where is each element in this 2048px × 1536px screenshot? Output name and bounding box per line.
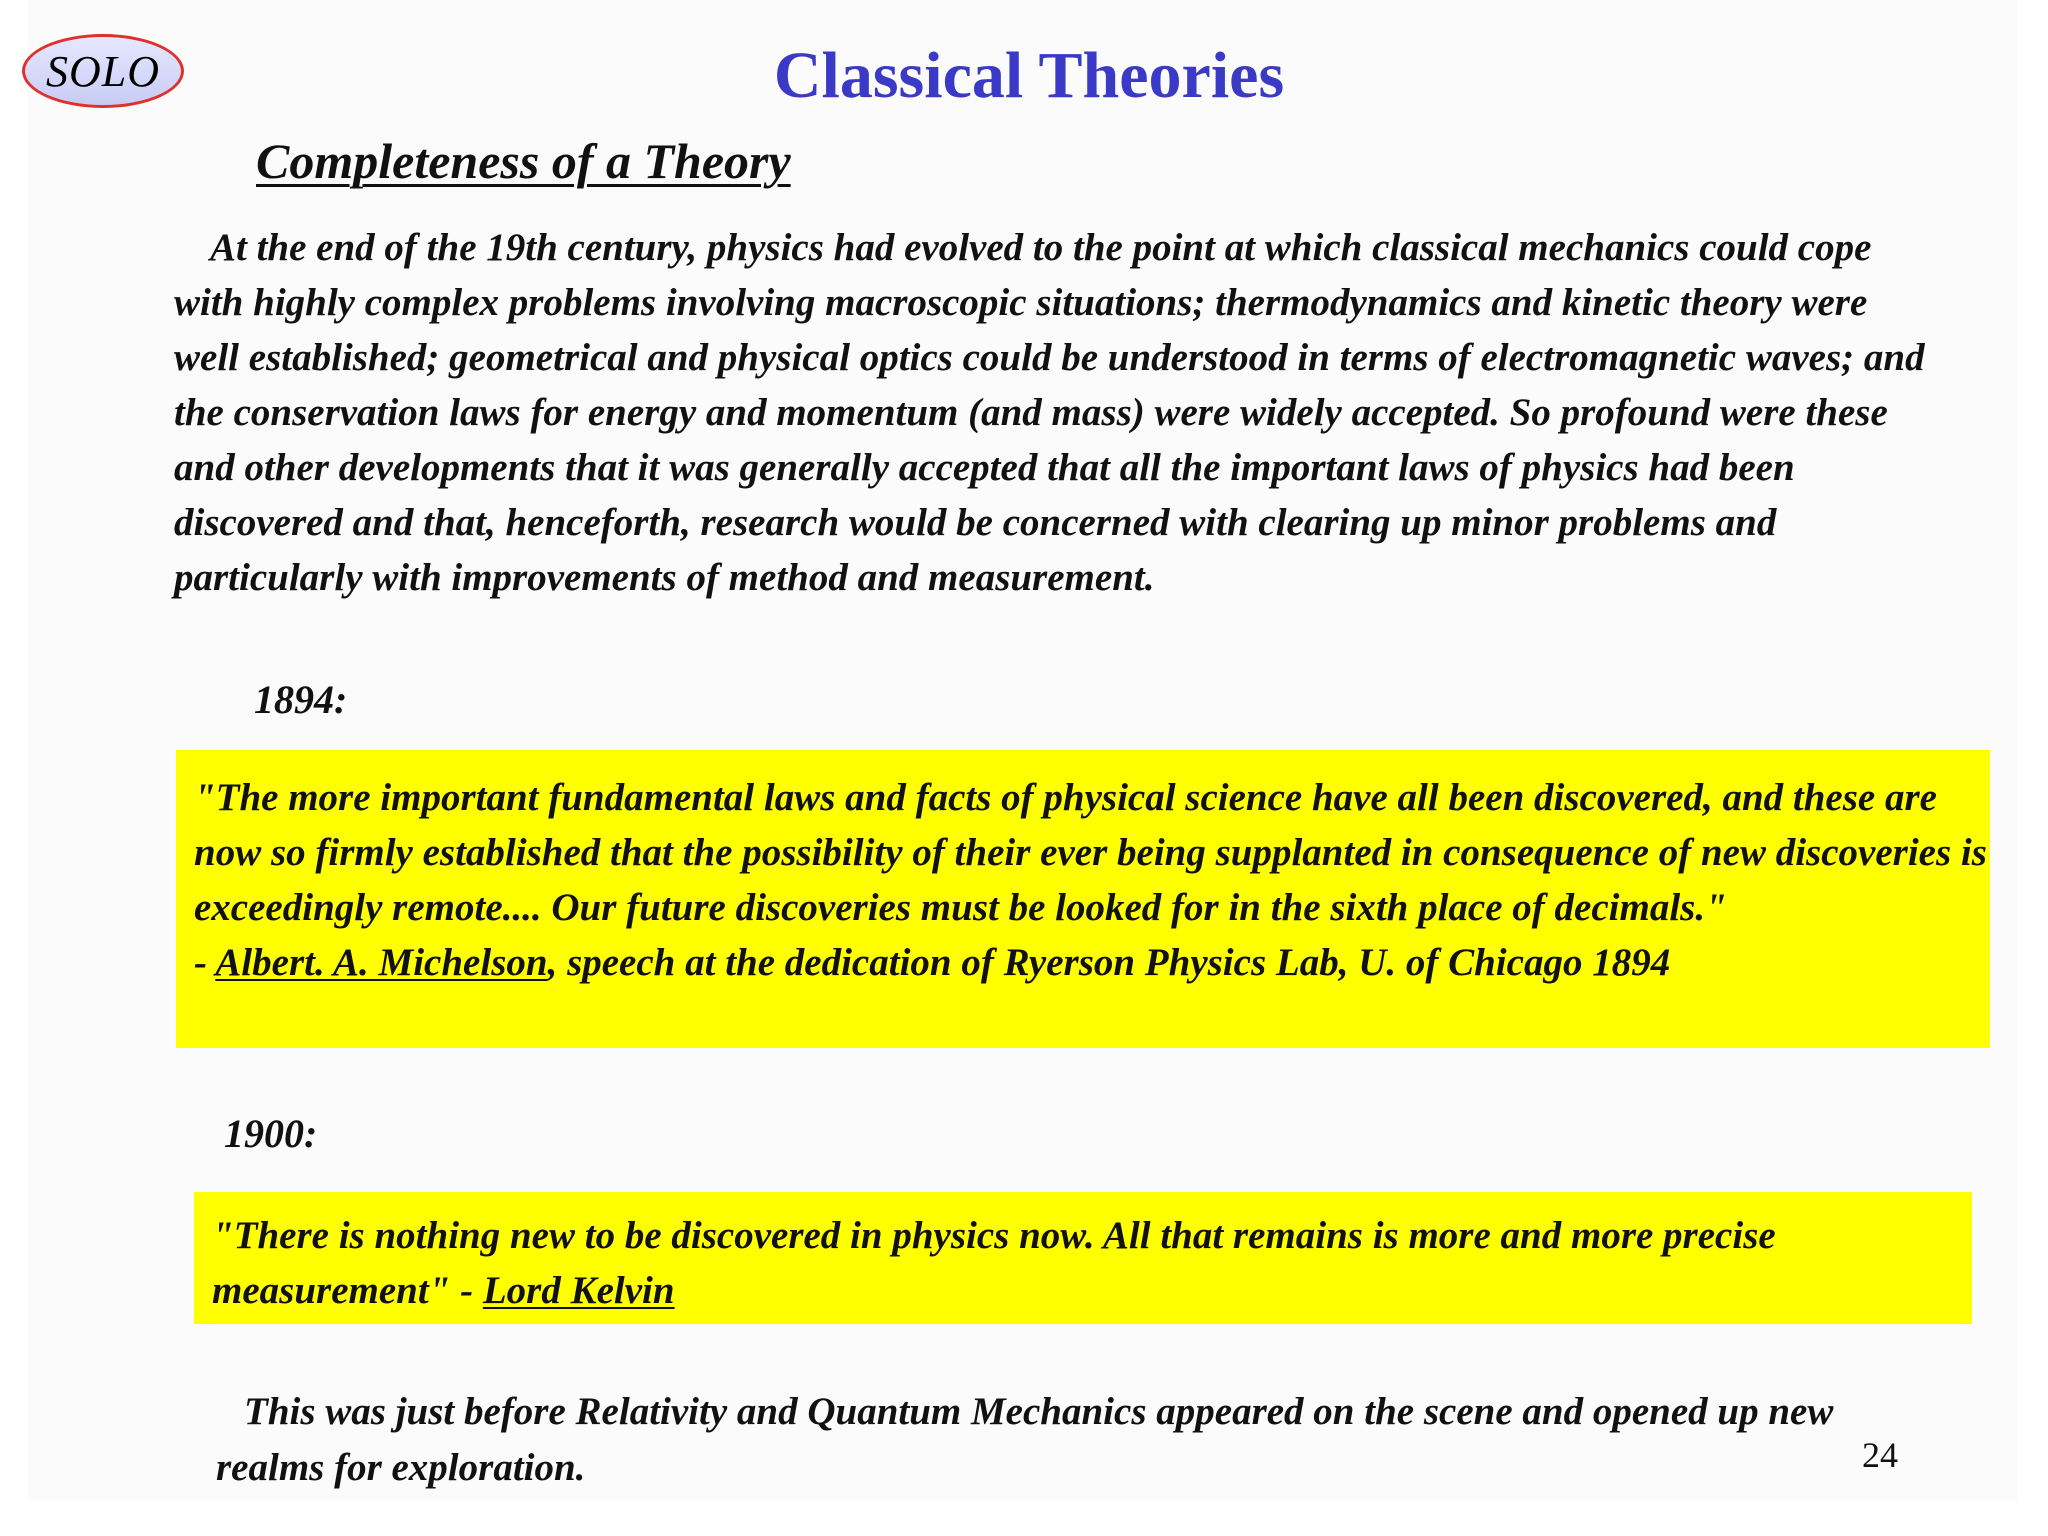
- page-number: 24: [1862, 1435, 1898, 1475]
- quote-box-1900: [194, 1192, 1972, 1324]
- quote-text-1894: "The more important fundamental laws and facts of physical science have all been discovered, and these are now so firmly established that the possibility of their ever being supplanted in consequence of new discoveries is exceedingly remote.... Our future discoveries must be looked for in the sixth place of decimals.": [194, 776, 1987, 929]
- quote-box-1894: [176, 750, 1990, 1048]
- author-link-michelson[interactable]: Albert. A. Michelson: [215, 941, 548, 984]
- year-label-1900: 1900:: [224, 1111, 318, 1156]
- closing-paragraph: This was just before Relativity and Quantum Mechanics appeared on the scene and opened up new realms for exploration.: [216, 1390, 1834, 1489]
- intro-paragraph: At the end of the 19th century, physics had evolved to the point at which classical mechanics could cope with highly complex problems involving macroscopic situations; thermodynamics and kinetic theory were well established; geometrical and physical optics could be understood in terms of electromagnetic waves; and the conservation laws for energy and momentum (and mass) were widely accepted. So profound were these and other developments that it was generally accepted that all the important laws of physics had been discovered and that, henceforth, research would be concerned with clearing up minor problems and particularly with improvements of method and measurement.: [174, 226, 1925, 599]
- section-subtitle: Completeness of a Theory: [256, 133, 791, 189]
- attribution-prefix-1900: -: [450, 1269, 483, 1312]
- year-label-1894: 1894:: [254, 677, 348, 722]
- attribution-suffix-1894: , speech at the dedication of Ryerson Physics Lab, U. of Chicago 1894: [547, 941, 1671, 984]
- solo-logo-text: SOLO: [45, 46, 161, 96]
- attribution-prefix-1894: -: [194, 941, 216, 984]
- quote-text-1900: "There is nothing new to be discovered in physics now. All that remains is more and more precise measurement": [212, 1214, 1776, 1312]
- author-link-kelvin[interactable]: Lord Kelvin: [482, 1269, 675, 1312]
- page-title: Classical Theories: [773, 39, 1285, 112]
